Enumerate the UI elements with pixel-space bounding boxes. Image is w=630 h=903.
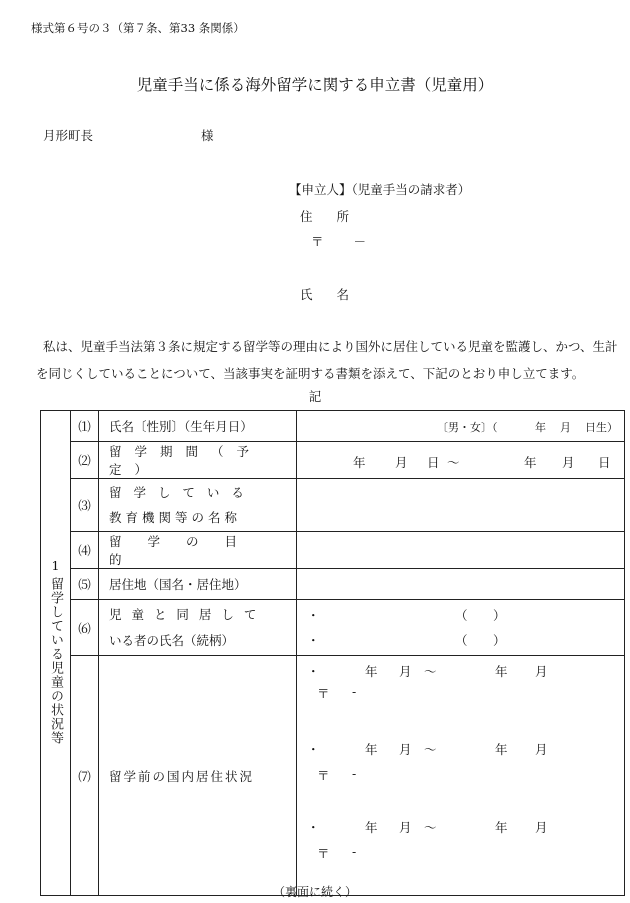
bullet: ・ <box>307 633 320 648</box>
year-label: 年 <box>365 664 378 679</box>
row-label-purpose: 留学の目的 <box>99 532 297 569</box>
postal-dash: - <box>352 684 357 699</box>
row-number: ⑶ <box>71 479 99 532</box>
range-tilde: ～ <box>424 820 437 835</box>
residence-value-cell[interactable] <box>297 569 625 600</box>
child-status-table <box>40 410 625 896</box>
addressee: 月形町長 <box>43 128 94 143</box>
month-label: 月 <box>562 454 575 470</box>
month-label: 月 <box>399 742 412 757</box>
postal-dash: - <box>352 844 357 859</box>
month-label: 月 <box>399 664 412 679</box>
range-tilde: ～ <box>424 664 437 679</box>
paren-close: ） <box>493 608 506 623</box>
postal-mark: 〒 <box>317 846 330 861</box>
birth-year-label: 年 <box>535 421 546 434</box>
row-label-institution: 留 学 し て い る 教育機関等の名称 <box>99 479 297 532</box>
applicant-heading: 【申立人】（児童手当の請求者） <box>289 182 471 197</box>
range-tilde: ～ <box>447 454 460 470</box>
prior-residence-value-cell[interactable] <box>297 656 625 896</box>
month-label: 月 <box>395 454 408 470</box>
year-label: 年 <box>353 454 366 470</box>
year-label: 年 <box>495 742 508 757</box>
month-label: 月 <box>535 820 548 835</box>
month-label: 月 <box>399 820 412 835</box>
row-number: ⑺ <box>71 656 99 896</box>
row-label-residence: 居住地（国名・居住地） <box>99 569 297 600</box>
day-label: 日 <box>598 454 611 470</box>
address-label: 住 所 <box>300 209 359 224</box>
row-label-period: 留学期間（予定） <box>99 442 297 479</box>
cohabitant-value-cell[interactable] <box>297 600 625 656</box>
postal-mark: 〒 <box>311 234 324 249</box>
row-label-name: 氏名〔性別〕（生年月日） <box>99 411 297 442</box>
gender-option: 〔男・女〕（ <box>437 421 498 434</box>
document-title: 児童手当に係る海外留学に関する申立書（児童用） <box>136 76 494 94</box>
institution-value-cell[interactable] <box>297 479 625 532</box>
row-number: ⑵ <box>71 442 99 479</box>
bullet: ・ <box>307 608 320 623</box>
addressee-suffix: 様 <box>201 128 214 143</box>
bullet: ・ <box>307 820 320 835</box>
section-number: 1 <box>51 558 60 573</box>
statement-paragraph: 私は、児童手当法第３条に規定する留学等の理由により国外に居住している児童を監護し、かつ、生計を同じくしていることについて、当該事実を証明する書類を添えて、下記のとおり申し立てます。 <box>36 339 618 381</box>
table-side-header <box>41 411 71 896</box>
year-label: 年 <box>365 820 378 835</box>
paren-close: ） <box>493 633 506 648</box>
postal-dash: － <box>353 234 367 249</box>
section-label: 留学している児童の状況等 <box>48 577 63 745</box>
birth-month-label: 月 <box>560 421 571 434</box>
bullet: ・ <box>307 742 320 757</box>
row-number: ⑹ <box>71 600 99 656</box>
day-label: 日 <box>427 454 440 470</box>
year-label: 年 <box>495 820 508 835</box>
postal-code-line <box>311 232 366 250</box>
birth-day-label: 日生） <box>585 421 618 434</box>
paren-open: （ <box>455 633 468 648</box>
month-label: 月 <box>535 664 548 679</box>
row-number: ⑸ <box>71 569 99 600</box>
name-value-cell[interactable] <box>297 411 625 442</box>
postal-dash: - <box>352 766 357 781</box>
paren-open: （ <box>455 608 468 623</box>
name-label: 氏 名 <box>300 287 359 302</box>
purpose-value-cell[interactable] <box>297 532 625 569</box>
ki-marker: 記 <box>308 389 322 404</box>
row-number: ⑴ <box>71 411 99 442</box>
year-label: 年 <box>495 664 508 679</box>
postal-mark: 〒 <box>317 768 330 783</box>
month-label: 月 <box>535 742 548 757</box>
row-number: ⑷ <box>71 532 99 569</box>
postal-mark: 〒 <box>317 686 330 701</box>
year-label: 年 <box>524 454 537 470</box>
row-label-prior-residence: 留学前の国内居住状況 <box>99 656 297 896</box>
row-label-cohabitant: 児 童 と 同 居 し て いる者の氏名（続柄） <box>99 600 297 656</box>
period-value-cell[interactable] <box>297 442 625 479</box>
continued-note: （裏面に続く） <box>272 885 357 899</box>
form-reference: 様式第６号の３（第７条、第33 条関係） <box>31 21 245 35</box>
bullet: ・ <box>307 664 320 679</box>
range-tilde: ～ <box>424 742 437 757</box>
year-label: 年 <box>365 742 378 757</box>
